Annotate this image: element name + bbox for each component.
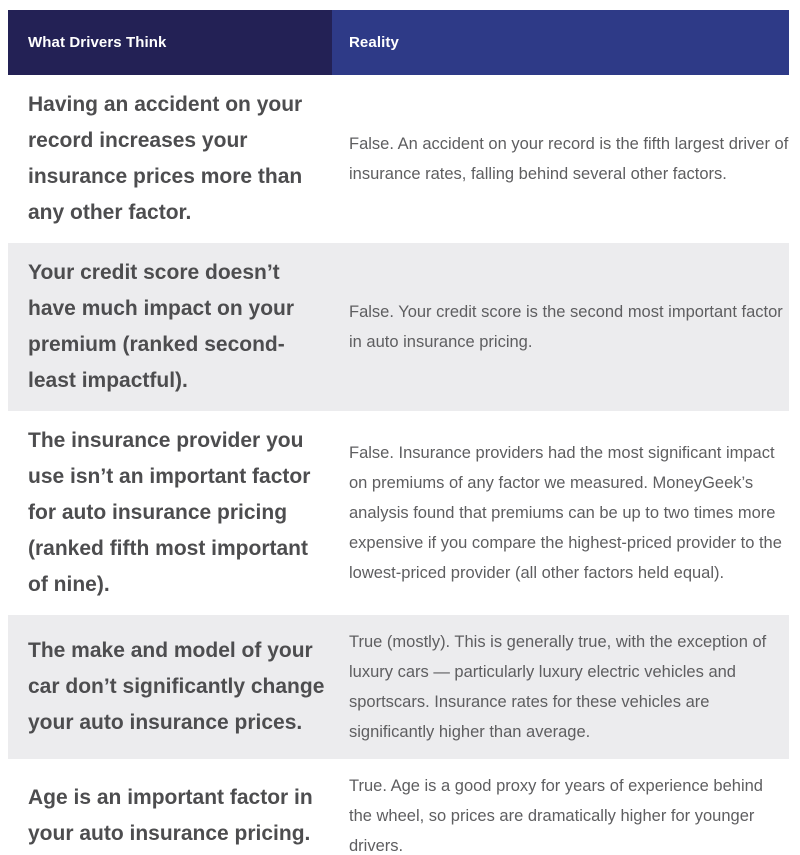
table-row <box>8 759 789 855</box>
belief-cell <box>8 75 332 243</box>
table-row <box>8 615 789 759</box>
reality-cell <box>332 615 789 759</box>
belief-text: Your credit score doesn’t have much impact on your premium (ranked second-least impactful). <box>28 261 295 392</box>
belief-cell <box>8 411 332 615</box>
column-header-what-drivers-think <box>8 10 332 75</box>
belief-text: The make and model of your car don’t significantly change your auto insurance prices. <box>28 639 325 734</box>
reality-cell <box>332 426 789 600</box>
myths-vs-reality-table <box>8 10 789 855</box>
reality-text: False. Insurance providers had the most significant impact on premiums of any factor we measured. MoneyGeek’s analysis found that premiums can be up to two times more expensive if you compare the highest-priced provider to the lowest-priced provider (all other factors held equal). <box>349 444 782 582</box>
reality-cell <box>332 117 789 201</box>
table-row <box>8 243 789 411</box>
column-header-reality <box>332 10 789 75</box>
column-header-label: Reality <box>349 34 399 51</box>
belief-cell <box>8 243 332 411</box>
reality-text: False. An accident on your record is the fifth largest driver of insurance rates, falling behind several other factors. <box>349 135 789 183</box>
belief-text: Age is an important factor in your auto insurance pricing. <box>28 786 313 845</box>
table-header-row <box>8 10 789 75</box>
table-body <box>8 75 789 855</box>
table-row <box>8 75 789 243</box>
reality-cell <box>332 759 789 855</box>
column-header-label: What Drivers Think <box>28 34 167 51</box>
reality-cell <box>332 285 789 369</box>
reality-text: True. Age is a good proxy for years of experience behind the wheel, so prices are dramatically higher for younger drivers. <box>349 777 763 855</box>
belief-text: Having an accident on your record increases your insurance prices more than any other factor. <box>28 93 303 224</box>
belief-cell <box>8 768 332 855</box>
reality-text: False. Your credit score is the second most important factor in auto insurance pricing. <box>349 303 783 351</box>
reality-text: True (mostly). This is generally true, with the exception of luxury cars — particularly luxury electric vehicles and sportscars. Insurance rates for these vehicles are significantly higher than average. <box>349 633 767 741</box>
table-row <box>8 411 789 615</box>
belief-cell <box>8 621 332 753</box>
belief-text: The insurance provider you use isn’t an important factor for auto insurance pricing (ranked fifth most important of nine). <box>28 429 311 596</box>
